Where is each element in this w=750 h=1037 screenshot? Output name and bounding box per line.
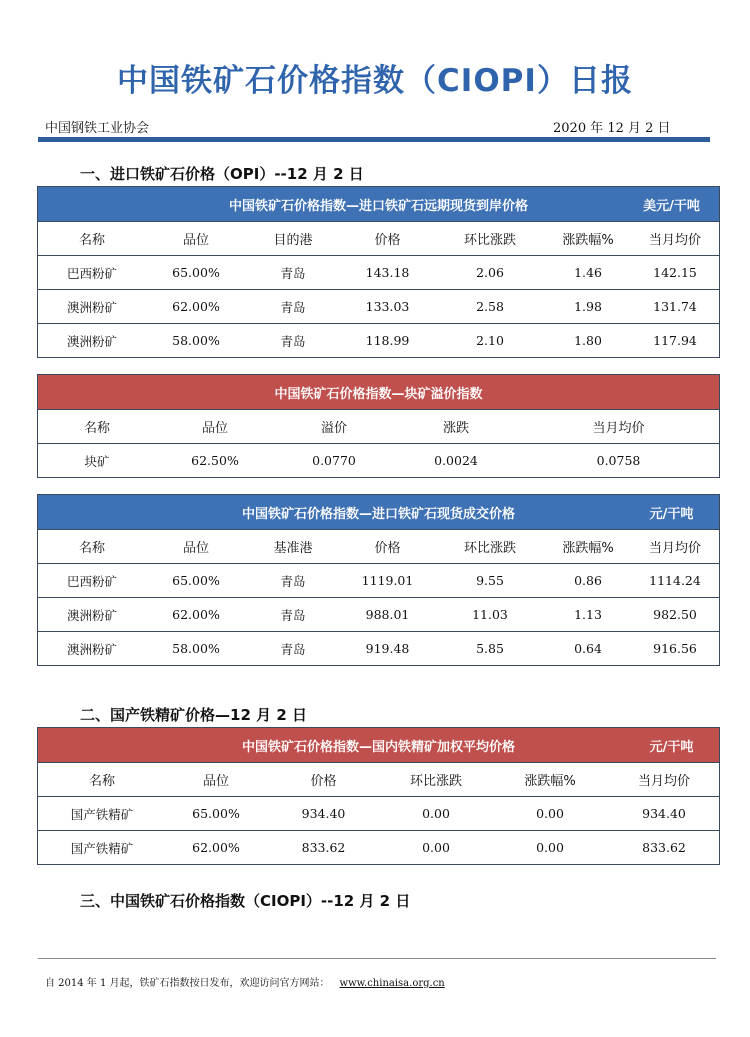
- table-row: [38, 289, 719, 323]
- column-header: 品位: [182, 233, 209, 248]
- cell-month-avg: 0.0758: [596, 453, 641, 468]
- cell-price: 833.62: [301, 840, 346, 855]
- table-row: [38, 796, 719, 830]
- section-1-heading: 一、进口铁矿石价格（OPI）--12 月 2 日: [80, 165, 364, 183]
- table-title: 中国铁矿石价格指数—进口铁矿石现货成交价格: [241, 506, 515, 522]
- table-lump-premium: [37, 374, 720, 478]
- cell-grade: 62.00%: [192, 840, 240, 855]
- cell-name: 国产铁精矿: [70, 840, 134, 856]
- column-header: 涨跌幅%: [562, 233, 614, 248]
- cell-grade: 65.00%: [172, 573, 220, 588]
- footer-note: [45, 974, 445, 989]
- cell-change-pct: 1.13: [574, 607, 602, 622]
- table-row: [38, 563, 719, 597]
- column-header: 溢价: [320, 421, 347, 436]
- header-rule: [38, 137, 710, 142]
- table-row: [38, 255, 719, 289]
- column-header: 环比涨跌: [409, 774, 462, 789]
- cell-change: 2.58: [476, 299, 504, 314]
- column-header: 基准港: [273, 541, 313, 556]
- table-unit: 元/干吨: [649, 739, 694, 755]
- column-header: 名称: [88, 774, 115, 789]
- cell-change-pct: 1.80: [574, 333, 602, 348]
- cell-change-pct: 1.98: [574, 299, 602, 314]
- cell-change: 0.00: [422, 840, 450, 855]
- column-header: 价格: [374, 233, 401, 248]
- cell-month-avg: 916.56: [653, 641, 697, 656]
- cell-month-avg: 833.62: [642, 840, 686, 855]
- cell-change: 2.06: [476, 265, 504, 280]
- column-header: 品位: [202, 774, 229, 789]
- column-header-row: [38, 529, 719, 563]
- cell-change-pct: 0.00: [536, 806, 564, 821]
- cell-change: 11.03: [472, 607, 508, 622]
- cell-change: 0.0024: [434, 453, 478, 468]
- website-link[interactable]: www.chinaisa.org.cn: [339, 978, 445, 989]
- cell-name: 澳洲粉矿: [66, 607, 117, 623]
- column-header: 价格: [374, 541, 401, 556]
- column-header: 名称: [78, 233, 105, 248]
- cell-price: 1119.01: [361, 573, 414, 588]
- cell-price: 143.18: [365, 265, 410, 280]
- column-header-row: [38, 221, 719, 255]
- cell-name: 澳洲粉矿: [66, 333, 117, 349]
- cell-price: 988.01: [365, 607, 410, 622]
- cell-month-avg: 1114.24: [649, 573, 701, 588]
- cell-change: 5.85: [476, 641, 504, 656]
- column-header: 涨跌幅%: [562, 541, 614, 556]
- column-header: 当月均价: [648, 233, 701, 248]
- column-header: 当月均价: [637, 774, 690, 789]
- table-row: [38, 631, 719, 665]
- cell-grade: 65.00%: [192, 806, 240, 821]
- cell-grade: 62.00%: [172, 607, 220, 622]
- column-header: 品位: [182, 541, 209, 556]
- cell-name: 巴西粉矿: [66, 265, 117, 281]
- cell-month-avg: 131.74: [653, 299, 697, 314]
- table-unit: 元/干吨: [649, 506, 694, 522]
- table-row: [38, 443, 719, 477]
- cell-change: 2.10: [476, 333, 504, 348]
- cell-grade: 58.00%: [172, 333, 220, 348]
- column-header: 涨跌: [442, 421, 469, 436]
- cell-month-avg: 934.40: [642, 806, 686, 821]
- table-row: [38, 597, 719, 631]
- table-title: 中国铁矿石价格指数—国内铁精矿加权平均价格: [241, 739, 515, 755]
- cell-change: 0.00: [422, 806, 450, 821]
- cell-premium: 0.0770: [312, 453, 356, 468]
- table-title: 中国铁矿石价格指数—块矿溢价指数: [274, 386, 483, 402]
- cell-port: 青岛: [280, 333, 306, 349]
- cell-port: 青岛: [280, 607, 306, 623]
- cell-name: 澳洲粉矿: [66, 641, 117, 657]
- report-date: 2020 年 12 月 2 日: [553, 121, 671, 136]
- cell-price: 934.40: [301, 806, 346, 821]
- cell-grade: 62.50%: [191, 453, 239, 468]
- footer-rule: [38, 958, 716, 959]
- cell-price: 919.48: [365, 641, 410, 656]
- table-header-bar: [38, 728, 719, 762]
- table-row: [38, 830, 719, 864]
- cell-month-avg: 982.50: [653, 607, 697, 622]
- cell-name: 块矿: [84, 453, 110, 469]
- cell-port: 青岛: [280, 299, 306, 315]
- cell-month-avg: 117.94: [653, 333, 697, 348]
- section-3-heading: 三、中国铁矿石价格指数（CIOPI）--12 月 2 日: [80, 892, 411, 910]
- column-header: 名称: [78, 541, 105, 556]
- column-header: 当月均价: [648, 541, 701, 556]
- table-title: 中国铁矿石价格指数—进口铁矿石远期现货到岸价格: [228, 198, 528, 214]
- table-import-forward-price: [37, 186, 720, 358]
- cell-price: 118.99: [365, 333, 410, 348]
- table-row: [38, 323, 719, 357]
- cell-change: 9.55: [476, 573, 504, 588]
- column-header: 涨跌幅%: [524, 774, 576, 789]
- column-header-row: [38, 409, 719, 443]
- cell-port: 青岛: [280, 265, 306, 281]
- column-header: 当月均价: [592, 421, 645, 436]
- column-header: 名称: [83, 421, 110, 436]
- footer-text: 自 2014 年 1 月起，铁矿石指数按日发布，欢迎访问官方网站：: [45, 978, 330, 989]
- column-header: 品位: [201, 421, 228, 436]
- cell-change-pct: 0.86: [574, 573, 602, 588]
- section-2-heading: 二、国产铁精矿价格—12 月 2 日: [80, 706, 307, 724]
- table-domestic-concentrate-price: [37, 727, 720, 865]
- column-header-row: [38, 762, 719, 796]
- table-header-bar: [38, 187, 719, 221]
- table-header-bar: [38, 495, 719, 529]
- report-title: 中国铁矿石价格指数（CIOPI）日报: [117, 63, 633, 99]
- cell-port: 青岛: [280, 573, 306, 589]
- cell-grade: 65.00%: [172, 265, 220, 280]
- cell-price: 133.03: [365, 299, 410, 314]
- cell-grade: 58.00%: [172, 641, 220, 656]
- cell-name: 国产铁精矿: [70, 806, 134, 822]
- cell-change-pct: 0.00: [536, 840, 564, 855]
- column-header: 环比涨跌: [463, 541, 516, 556]
- cell-name: 澳洲粉矿: [66, 299, 117, 315]
- organization-name: 中国钢铁工业协会: [45, 121, 150, 136]
- cell-month-avg: 142.15: [653, 265, 697, 280]
- cell-change-pct: 1.46: [574, 265, 602, 280]
- column-header: 环比涨跌: [463, 233, 516, 248]
- column-header: 目的港: [273, 233, 313, 248]
- column-header: 价格: [310, 774, 337, 789]
- cell-name: 巴西粉矿: [66, 573, 117, 589]
- cell-port: 青岛: [280, 641, 306, 657]
- cell-change-pct: 0.64: [574, 641, 602, 656]
- table-header-bar: [38, 375, 719, 409]
- table-import-spot-price: [37, 494, 720, 666]
- cell-grade: 62.00%: [172, 299, 220, 314]
- table-unit: 美元/干吨: [643, 198, 700, 214]
